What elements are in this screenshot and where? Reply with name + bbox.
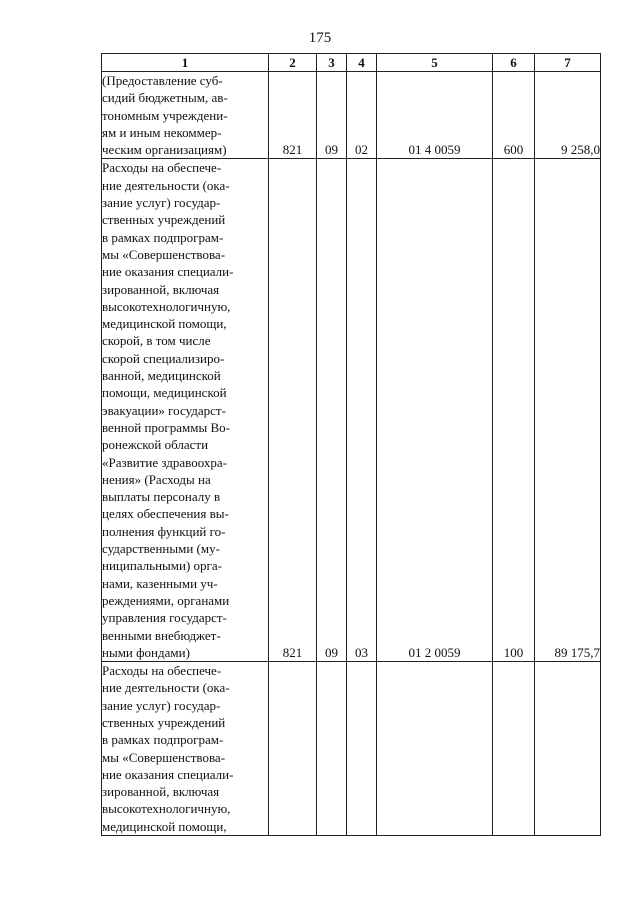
description-line: Расходы на обеспече-	[102, 663, 222, 679]
cell-amount	[535, 662, 601, 836]
description-line: ственных учреждений	[102, 714, 226, 730]
description-line: в рамках подпрограм-	[102, 732, 224, 748]
cell-amount: 9 258,0	[535, 72, 601, 159]
description-line: мы «Совершенствова-	[102, 749, 226, 765]
table-row	[102, 159, 601, 662]
description-line: ными фондами)	[102, 644, 190, 660]
description-line: медицинской помощи,	[102, 316, 227, 332]
table-row	[102, 662, 601, 836]
description-line: ям и иным некоммер-	[102, 124, 222, 140]
description-line: реждениями, органами	[102, 592, 230, 608]
header-col-4: 4	[347, 54, 377, 72]
table-body	[102, 72, 601, 836]
header-col-5: 5	[377, 54, 493, 72]
description-line: сидий бюджетным, ав-	[102, 90, 228, 106]
description-line: скорой специализиро-	[102, 350, 225, 366]
description-line: мы «Совершенствова-	[102, 246, 226, 262]
description-line: медицинской помощи,	[102, 818, 227, 834]
cell-section-code: 09	[317, 72, 347, 159]
description-line: ственных учреждений	[102, 212, 226, 228]
description-line: высокотехнологичную,	[102, 298, 231, 314]
description-line: зание услуг) государ-	[102, 195, 221, 211]
description-line: сударственными (му-	[102, 541, 220, 557]
description-line: высокотехнологичную,	[102, 801, 231, 817]
description-line: в рамках подпрограм-	[102, 229, 224, 245]
description-line: управления государст-	[102, 610, 227, 626]
header-col-6: 6	[493, 54, 535, 72]
description-line: скорой, в том числе	[102, 333, 211, 349]
description-line: тономным учреждени-	[102, 107, 228, 123]
header-row	[102, 54, 601, 72]
budget-table	[101, 53, 601, 836]
description-line: зированной, включая	[102, 281, 220, 297]
header-col-3: 3	[317, 54, 347, 72]
row-description	[102, 662, 269, 836]
cell-expense-type	[493, 662, 535, 836]
cell-ministry-code	[269, 662, 317, 836]
description-line: ние деятельности (ока-	[102, 177, 230, 193]
cell-section-code	[317, 662, 347, 836]
header-col-7: 7	[535, 54, 601, 72]
cell-subsection-code	[347, 662, 377, 836]
description-line: (Предоставление суб-	[102, 73, 223, 88]
description-line: целях обеспечения вы-	[102, 506, 229, 522]
description-line: ронежской области	[102, 437, 209, 453]
cell-subsection-code: 03	[347, 159, 377, 662]
description-line: венной программы Во-	[102, 419, 230, 435]
description-line: зированной, включая	[102, 784, 220, 800]
description-line: «Развитие здравоохра-	[102, 454, 227, 470]
cell-ministry-code: 821	[269, 159, 317, 662]
description-line: ческим организациям)	[102, 142, 227, 158]
header-col-1: 1	[102, 54, 269, 72]
header-col-2: 2	[269, 54, 317, 72]
cell-ministry-code: 821	[269, 72, 317, 159]
description-line: венными внебюджет-	[102, 627, 221, 643]
cell-amount: 89 175,7	[535, 159, 601, 662]
description-line: ние оказания специали-	[102, 766, 234, 782]
description-line: выплаты персоналу в	[102, 489, 221, 505]
cell-target-article	[377, 662, 493, 836]
description-line: помощи, медицинской	[102, 385, 227, 401]
cell-section-code: 09	[317, 159, 347, 662]
row-description	[102, 72, 269, 159]
row-description	[102, 159, 269, 662]
description-line: ние деятельности (ока-	[102, 680, 230, 696]
cell-expense-type: 600	[493, 72, 535, 159]
cell-target-article: 01 2 0059	[377, 159, 493, 662]
cell-target-article: 01 4 0059	[377, 72, 493, 159]
cell-subsection-code: 02	[347, 72, 377, 159]
description-line: нами, казенными уч-	[102, 575, 218, 591]
page-number: 175	[308, 30, 332, 46]
description-line: эвакуации» государст-	[102, 402, 226, 418]
description-line: ние оказания специали-	[102, 264, 234, 280]
description-line: полнения функций го-	[102, 523, 226, 539]
description-line: зание услуг) государ-	[102, 697, 221, 713]
description-line: Расходы на обеспече-	[102, 160, 222, 176]
description-line: нения» (Расходы на	[102, 471, 211, 487]
cell-expense-type: 100	[493, 159, 535, 662]
description-line: ниципальными) орга-	[102, 558, 222, 574]
table-row	[102, 72, 601, 159]
description-line: ванной, медицинской	[102, 368, 221, 384]
